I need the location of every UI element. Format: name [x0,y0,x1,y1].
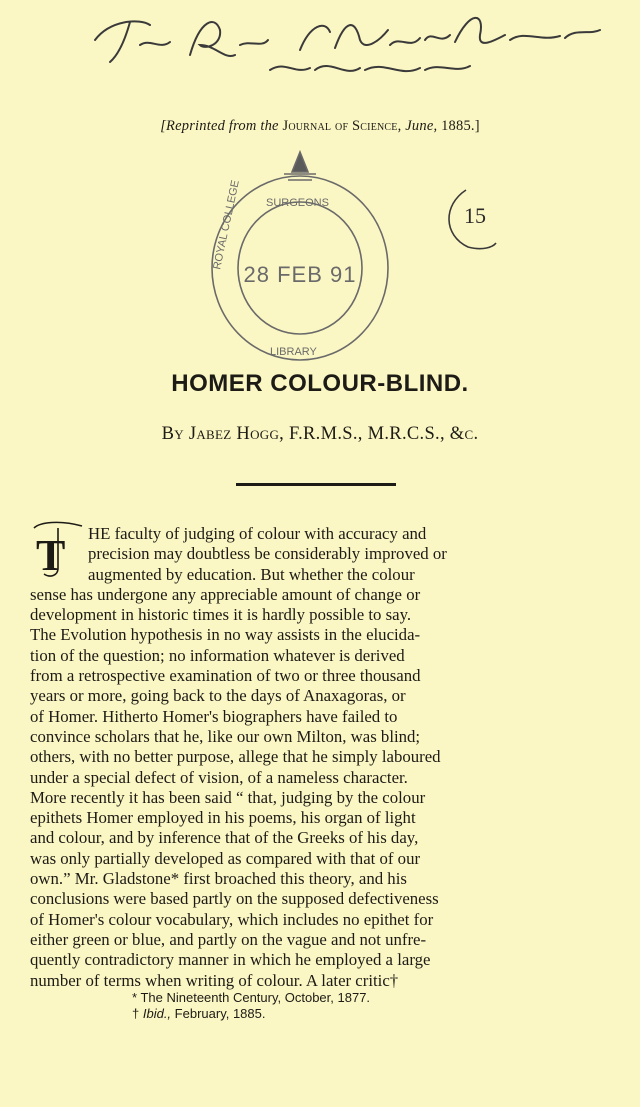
stamp-date: 28 FEB 91 [243,262,357,287]
article-body [30,524,610,991]
footnote-detail: February, 1885. [174,1006,266,1021]
shelf-mark-drawing [438,185,498,255]
body-line: quently contradictory manner in which he employed a large [30,950,431,970]
article-title: HOMER COLOUR-BLIND. [171,370,469,397]
footnote [132,990,592,1006]
footnote-source: Ibid., [142,1006,172,1021]
library-stamp [200,150,400,375]
body-line: of Homer. Hitherto Homer's biographers have failed to [30,706,398,726]
reprint-month: June, [405,118,438,134]
footnote-mark: * [132,990,138,1005]
footnote-detail: October, 1877. [284,990,371,1005]
svg-text:ROYAL COLLEGE: ROYAL COLLEGE [211,179,242,271]
body-line: number of terms when writing of colour. A later critic† [30,970,399,990]
body-line: years or more, going back to the days of Anaxagoras, or [30,686,406,706]
journal-name: Journal of Science, [282,118,402,134]
svg-text:LIBRARY: LIBRARY [270,346,317,358]
body-line: of Homer's colour vocabulary, which includes no epithet for [30,909,434,929]
handwriting-signature [0,0,640,100]
body-line: HE faculty of judging of colour with accuracy and [88,524,427,543]
body-line: convince scholars that he, like our own Milton, was blind; [30,726,421,746]
body-line: and colour, and by inference that of the Greeks of his day, [30,828,419,848]
body-line: was only partially developed as compared with that of our [30,848,421,868]
author-byline: By Jabez Hogg, F.R.M.S., M.R.C.S., &c. [161,424,479,444]
body-line: sense has undergone any appreciable amount of change or [30,584,421,604]
body-line: under a special defect of vision, of a nameless character. [30,767,408,787]
reprint-note [0,118,640,135]
body-line: others, with no better purpose, allege that he simply laboured [30,747,441,767]
footnote-source: The Nineteenth Century, [140,990,282,1005]
svg-text:SURGEONS: SURGEONS [266,197,329,209]
body-line: from a retrospective examination of two or three thousand [30,666,421,686]
body-line: tion of the question; no information whatever is derived [30,645,405,665]
footnotes [132,990,592,1022]
body-line: development in historic times it is hardly possible to say. [30,605,412,625]
body-line: own.” Mr. Gladstone* first broached this theory, and his [30,869,407,889]
handwritten-inscription [0,0,640,100]
body-line: either green or blue, and partly on the vague and not unfre- [30,929,427,949]
shelf-mark [438,185,498,255]
body-line: More recently it has been said “ that, judging by the colour [30,787,426,807]
body-line: The Evolution hypothesis in no way assists in the elucida- [30,625,421,645]
reprint-prefix: [Reprinted from the [160,118,279,134]
title-rule [236,483,396,486]
body-line: conclusions were based partly on the supposed defectiveness [30,889,439,909]
shelf-mark-number: 15 [464,203,486,228]
footnote [132,1006,592,1022]
body-line: epithets Homer employed in his poems, his organ of light [30,808,416,828]
body-line: precision may doubtless be considerably improved or [88,544,447,564]
footnote-mark: † [132,1006,140,1021]
drop-cap-letter: T [36,531,66,580]
body-line: augmented by education. But whether the colour [88,564,415,584]
reprint-year: 1885.] [441,118,480,134]
